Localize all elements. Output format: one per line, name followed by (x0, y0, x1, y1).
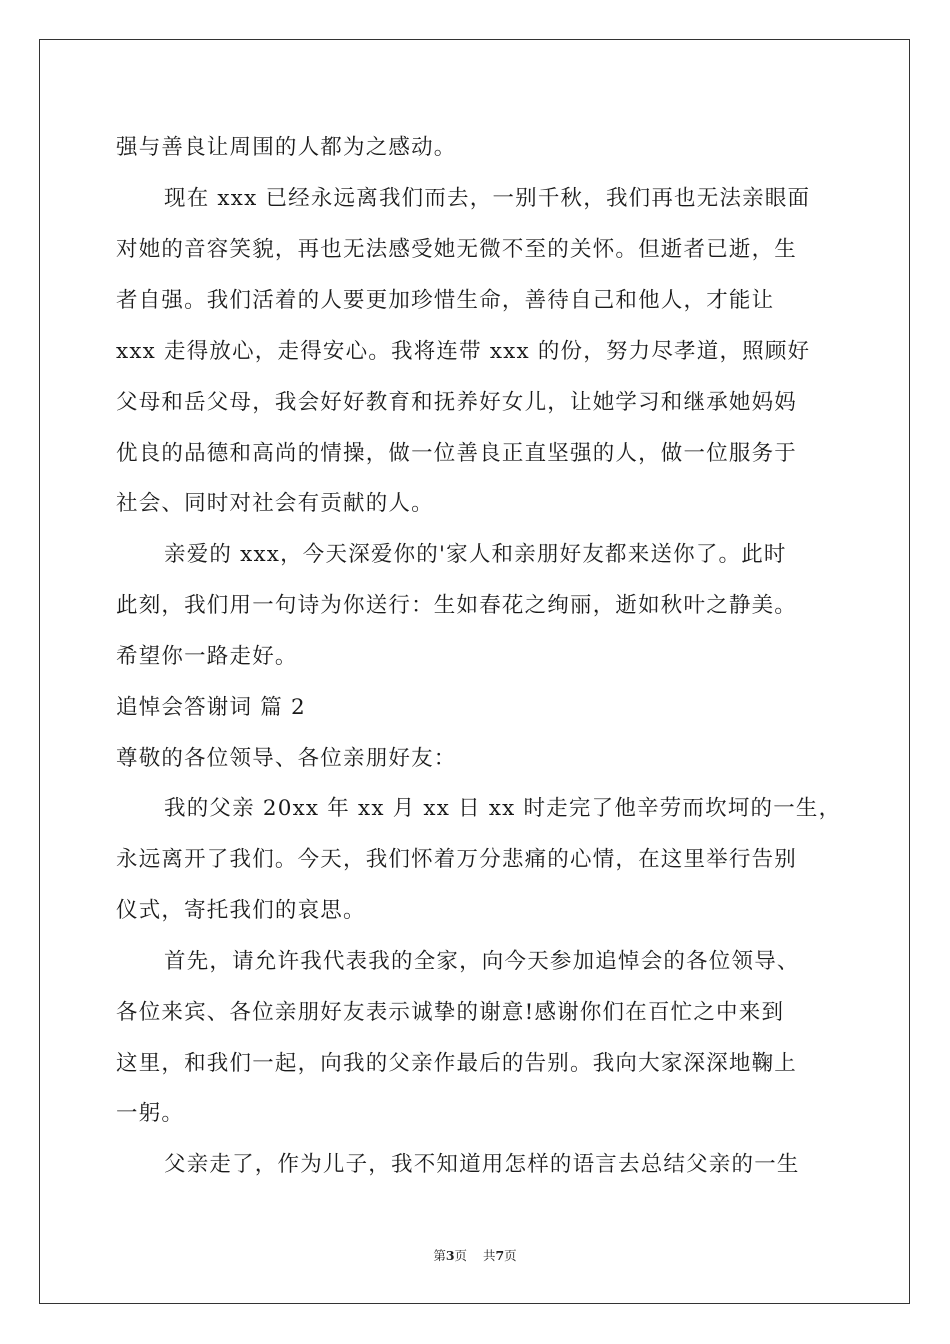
text-line: xxx 走得放心，走得安心。我将连带 xxx 的份，努力尽孝道，照顾好 (116, 339, 811, 364)
text-line: 首先，请允许我代表我的全家，向今天参加追悼会的各位领导、 (164, 949, 800, 974)
footer-total-suffix: 页 (504, 1248, 517, 1263)
text-line: 此刻，我们用一句诗为你送行：生如春花之绚丽，逝如秋叶之静美。 (116, 593, 798, 618)
page-footer (0, 1246, 950, 1264)
text-line: 现在 xxx 已经永远离我们而去，一别千秋，我们再也无法亲眼面 (164, 186, 811, 211)
text-line: 社会、同时对社会有贡献的人。 (116, 491, 434, 516)
text-line: 父母和岳父母，我会好好教育和抚养好女儿，让她学习和继承她妈妈 (116, 390, 798, 415)
text-line: 亲爱的 xxx，今天深爱你的'家人和亲朋好友都来送你了。此时 (164, 542, 787, 567)
text-line: 者自强。我们活着的人要更加珍惜生命，善待自己和他人，才能让 (116, 288, 775, 313)
text-line: 这里，和我们一起，向我的父亲作最后的告别。我向大家深深地鞠上 (116, 1051, 798, 1076)
text-line: 永远离开了我们。今天，我们怀着万分悲痛的心情，在这里举行告别 (116, 847, 798, 872)
salutation: 尊敬的各位领导、各位亲朋好友： (116, 746, 457, 771)
footer-prefix: 第 (433, 1248, 446, 1263)
text-line: 一躬。 (116, 1101, 185, 1126)
current-page-number: 3 (445, 1248, 455, 1263)
text-line: 各位来宾、各位亲朋好友表示诚挚的谢意!感谢你们在百忙之中来到 (116, 1000, 785, 1025)
footer-total-prefix: 共 (482, 1248, 496, 1263)
section-heading: 追悼会答谢词 篇 2 (116, 695, 306, 720)
footer-page-suffix: 页 (454, 1248, 468, 1263)
text-line: 强与善良让周围的人都为之感动。 (116, 135, 457, 160)
total-page-number: 7 (495, 1248, 505, 1263)
text-line: 希望你一路走好。 (116, 644, 298, 669)
text-line: 父亲走了，作为儿子，我不知道用怎样的语言去总结父亲的一生 (164, 1152, 800, 1177)
text-line: 仪式，寄托我们的哀思。 (116, 898, 366, 923)
text-line: 优良的品德和高尚的情操，做一位善良正直坚强的人，做一位服务于 (116, 441, 798, 466)
text-line: 对她的音容笑貌，再也无法感受她无微不至的关怀。但逝者已逝，生 (116, 237, 798, 262)
text-line: 我的父亲 20xx 年 xx 月 xx 日 xx 时走完了他辛劳而坎坷的一生， (164, 796, 842, 821)
